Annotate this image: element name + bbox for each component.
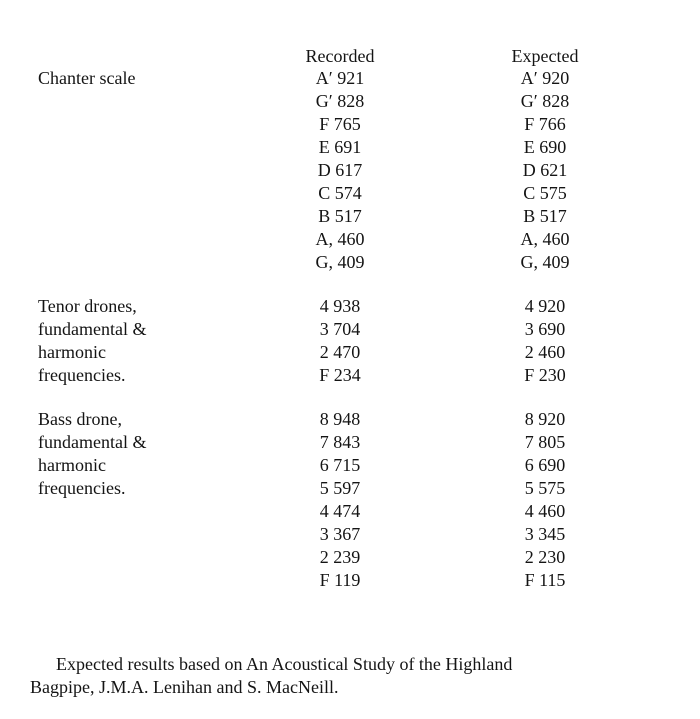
table-cell: B 517	[523, 206, 567, 226]
table-cell: 4 460	[524, 501, 566, 521]
label-line: Tenor drones,	[38, 296, 137, 316]
table-cell: 8 948	[319, 409, 361, 429]
table-cell: 5 575	[524, 478, 566, 498]
table-cell: 3 367	[319, 524, 361, 544]
table-cell: 7 805	[524, 432, 566, 452]
table-cell: 3 345	[524, 524, 566, 544]
bass-recorded-column	[290, 408, 390, 592]
table-cell: F 115	[524, 570, 566, 590]
table-cell: G, 409	[520, 252, 570, 272]
table-cell: G′ 828	[520, 91, 570, 111]
table-cell: 6 715	[319, 455, 361, 475]
table-cell: 3 704	[319, 319, 361, 339]
label-line: frequencies.	[38, 365, 126, 385]
label-line: harmonic	[38, 455, 106, 475]
table-cell: 6 690	[524, 455, 566, 475]
section-label-bass	[38, 408, 146, 500]
table-cell: 4 938	[319, 296, 361, 316]
footnote	[30, 653, 690, 699]
table-cell: G′ 828	[315, 91, 365, 111]
table-cell: F 234	[319, 365, 361, 385]
table-cell: 7 843	[319, 432, 361, 452]
table-cell: G, 409	[315, 252, 365, 272]
table-cell: D 621	[522, 160, 568, 180]
table-cell: A, 460	[315, 229, 365, 249]
label-line: Bass drone,	[38, 409, 122, 429]
header-recorded: Recorded	[305, 46, 375, 66]
table-cell: A′ 920	[520, 68, 570, 88]
table-cell: 2 470	[319, 342, 361, 362]
table-cell: A, 460	[520, 229, 570, 249]
tenor-expected-column	[495, 295, 595, 387]
table-cell: C 574	[318, 183, 362, 203]
table-cell: 4 474	[319, 501, 361, 521]
table-cell: A′ 921	[315, 68, 365, 88]
footnote-line-2: Bagpipe, J.M.A. Lenihan and S. MacNeill.	[30, 677, 339, 697]
table-cell: E 691	[318, 137, 362, 157]
footnote-line-1: Expected results based on An Acoustical Study of the Highland	[56, 654, 513, 674]
table-cell: 4 920	[524, 296, 566, 316]
table-cell: B 517	[318, 206, 362, 226]
section-label-tenor	[38, 295, 146, 387]
table-cell: 2 460	[524, 342, 566, 362]
table-cell: 5 597	[319, 478, 361, 498]
table-cell: C 575	[523, 183, 567, 203]
table-cell: 3 690	[524, 319, 566, 339]
label-line: fundamental &	[38, 432, 147, 452]
label-line: harmonic	[38, 342, 106, 362]
table-cell: F 766	[524, 114, 566, 134]
label-line: frequencies.	[38, 478, 126, 498]
bass-expected-column	[495, 408, 595, 592]
table-cell: F 119	[319, 570, 361, 590]
header-expected: Expected	[511, 46, 579, 66]
label-line: fundamental &	[38, 319, 147, 339]
table-cell: F 765	[319, 114, 361, 134]
table-cell: 2 230	[524, 547, 566, 567]
label-line: Chanter scale	[38, 68, 136, 88]
chanter-expected-column	[495, 67, 595, 274]
table-cell: D 617	[317, 160, 363, 180]
table-cell: F 230	[524, 365, 566, 385]
table-cell: 2 239	[319, 547, 361, 567]
tenor-recorded-column	[290, 295, 390, 387]
table-cell: 8 920	[524, 409, 566, 429]
chanter-recorded-column	[290, 67, 390, 274]
section-label-chanter	[38, 67, 135, 90]
table-cell: E 690	[523, 137, 567, 157]
